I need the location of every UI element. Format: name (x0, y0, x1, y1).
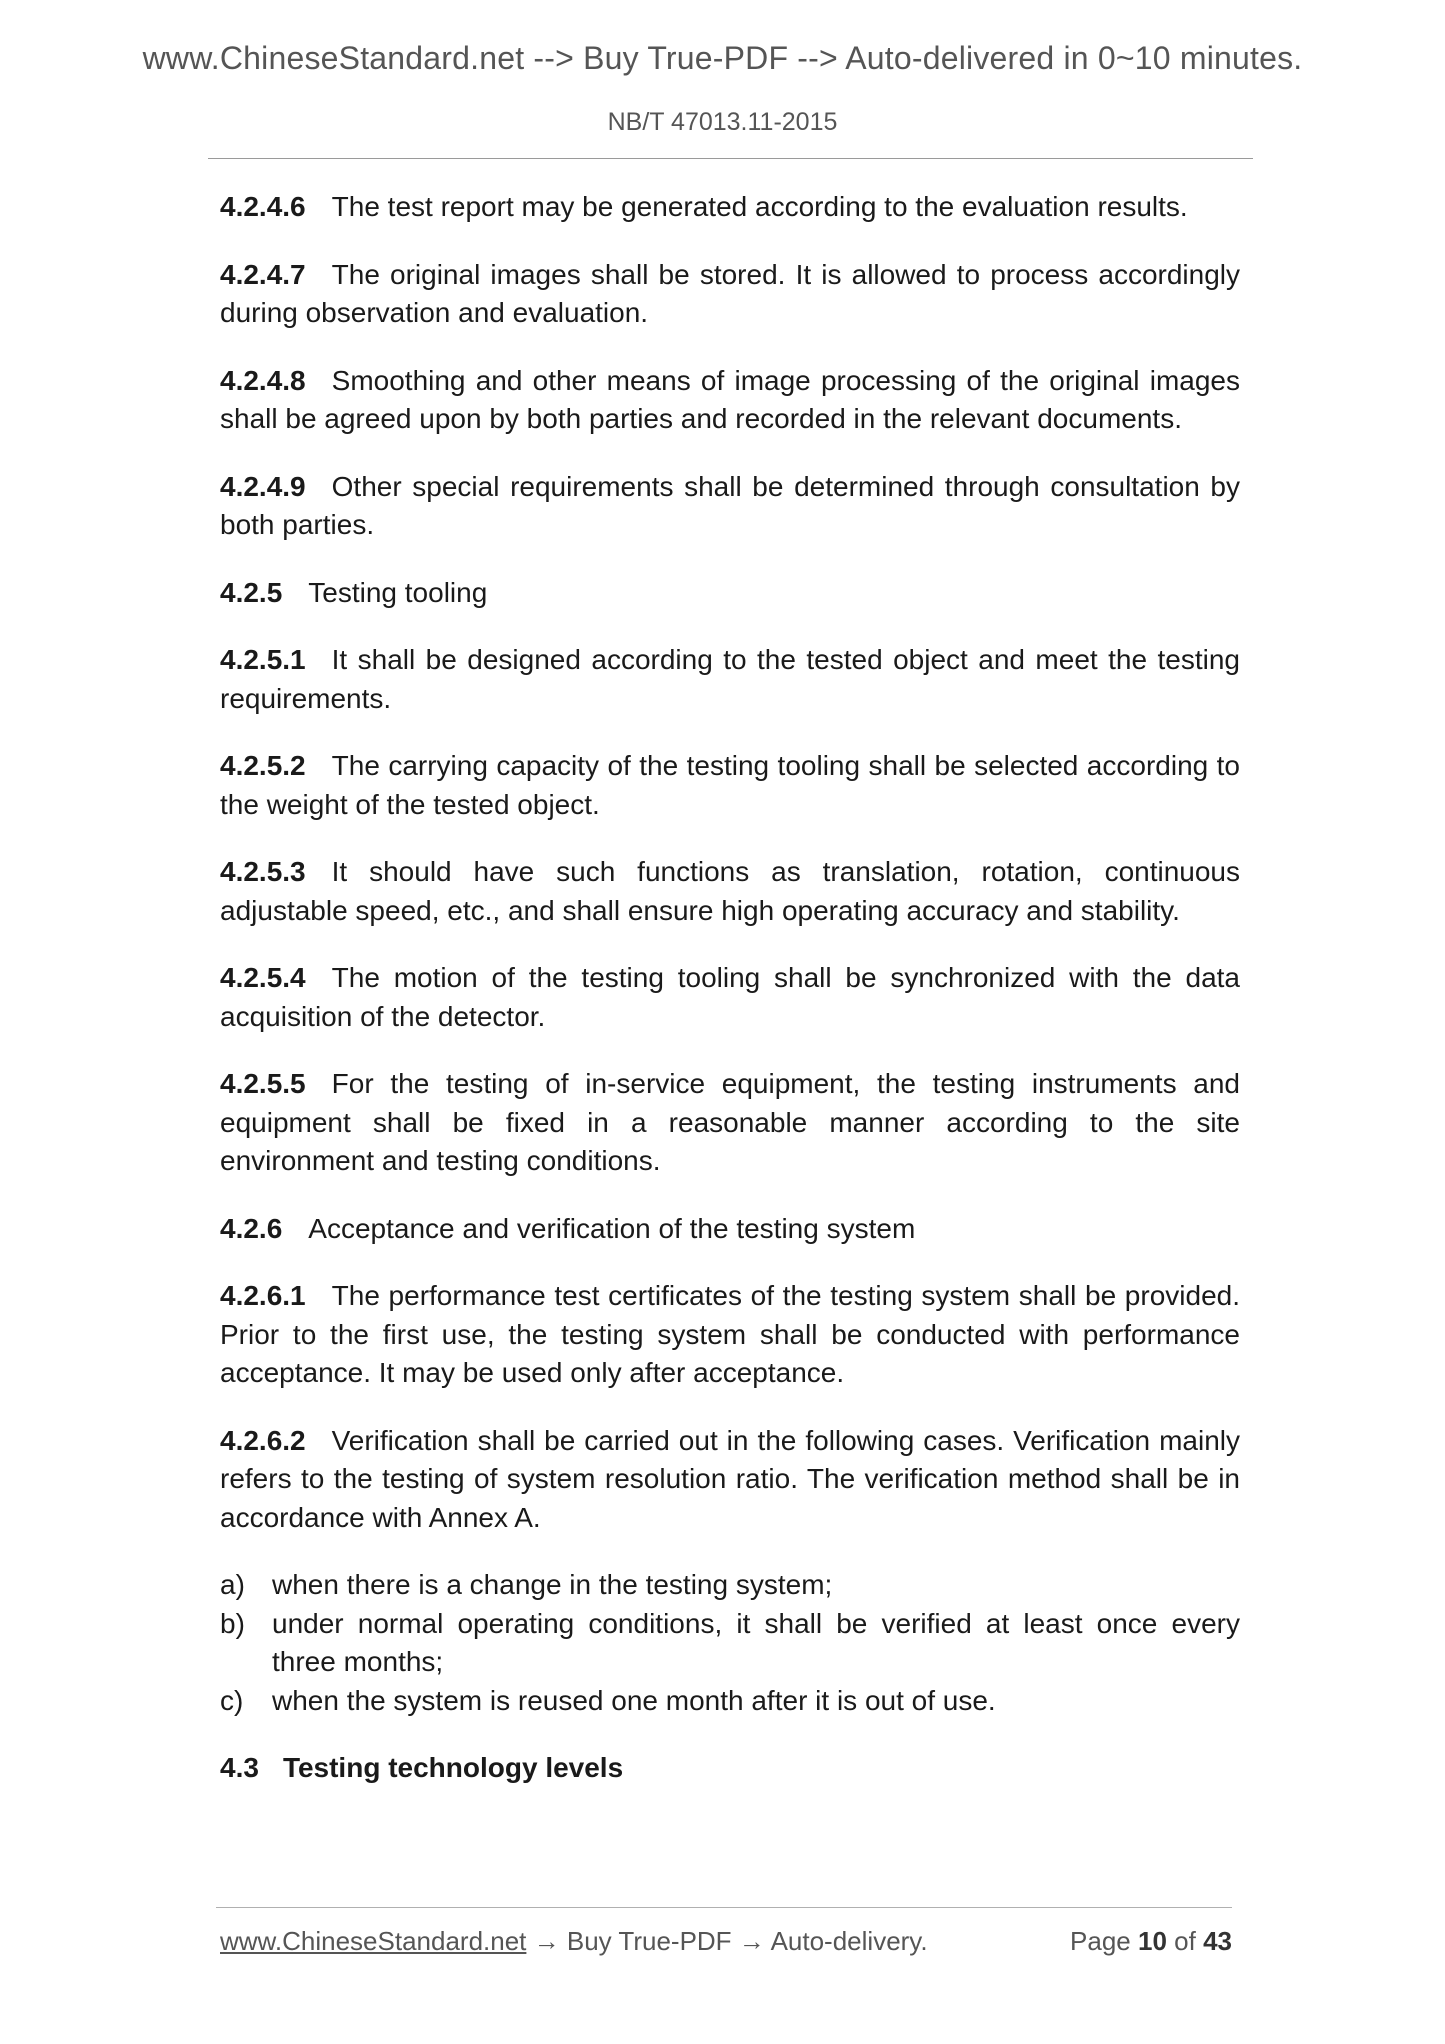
clause-4-2-5-1 (220, 641, 1240, 718)
section-4-2-5-heading (220, 574, 1240, 613)
section-number: 4.3 (220, 1752, 259, 1783)
clause-4-2-5-3 (220, 853, 1240, 930)
clause-4-2-6-1 (220, 1277, 1240, 1393)
clause-text: The performance test certificates of the testing system shall be provided. Prior to the first use, the testing system shall be conducted with performance acceptance. It may be used only after acceptance. (220, 1280, 1240, 1388)
top-banner: www.ChineseStandard.net --> Buy True-PDF --> Auto-delivered in 0~10 minutes. (142, 40, 1303, 76)
footer-divider (216, 1907, 1232, 1908)
clause-text: The original images shall be stored. It is allowed to process accordingly during observation and evaluation. (220, 258, 1240, 328)
clause-number: 4.2.6.2 (220, 1424, 306, 1456)
of-label: of (1174, 1926, 1196, 1956)
page-footer (220, 1926, 1232, 1957)
page-label: Page (1070, 1926, 1131, 1956)
clause-text: It should have such functions as translation, rotation, continuous adjustable speed, etc., and shall ensure high operating accuracy and stability. (220, 856, 1240, 926)
clause-number: 4.2.5.2 (220, 750, 306, 781)
clause-4-2-6-2 (220, 1422, 1240, 1538)
list-marker: a) (220, 1569, 245, 1600)
clause-text: For the testing of in-service equipment, the testing instruments and equipment shall be fixed in a reasonable manner according to the site environment and testing conditions. (220, 1068, 1240, 1176)
clause-number: 4.2.4.8 (220, 364, 306, 396)
clause-text: Other special requirements shall be determined through consultation by both parties. (220, 470, 1240, 540)
clause-text: Testing tooling (308, 576, 488, 608)
clause-number: 4.2.6.1 (220, 1280, 306, 1311)
list-item (220, 1682, 1240, 1721)
clause-number: 4.2.5.3 (220, 856, 306, 887)
clause-number: 4.2.4.6 (220, 191, 306, 222)
standard-code: NB/T 47013.11-2015 (607, 108, 838, 136)
document-body (220, 188, 1240, 1788)
clause-4-2-5-5 (220, 1065, 1240, 1181)
footer-tagline: → Buy True-PDF → Auto-delivery. (526, 1926, 928, 1956)
clause-number: 4.2.5.5 (220, 1068, 306, 1099)
section-4-2-6-heading (220, 1210, 1240, 1249)
list-item-text: under normal operating conditions, it shall be verified at least once every three months; (272, 1607, 1240, 1677)
clause-4-2-5-2 (220, 747, 1240, 824)
clause-text: The motion of the testing tooling shall be synchronized with the data acquisition of the detector. (220, 962, 1240, 1032)
page-number: 10 (1138, 1926, 1167, 1956)
clause-number: 4.2.4.9 (220, 470, 306, 502)
clause-number: 4.2.5 (220, 576, 283, 608)
total-pages: 43 (1203, 1926, 1232, 1956)
page-indicator (1070, 1926, 1232, 1957)
section-4-3-heading (220, 1749, 1240, 1788)
verification-cases-list (220, 1566, 1240, 1720)
clause-number: 4.2.6 (220, 1212, 283, 1244)
header-divider (208, 158, 1253, 159)
clause-number: 4.2.5.1 (220, 644, 306, 675)
clause-text: Acceptance and verification of the testing system (308, 1212, 916, 1244)
clause-number: 4.2.4.7 (220, 258, 306, 290)
clause-4-2-4-9 (220, 468, 1240, 545)
list-marker: c) (220, 1684, 244, 1716)
list-item-text: when there is a change in the testing system; (272, 1569, 833, 1600)
clause-text: It shall be designed according to the tested object and meet the testing requirements. (220, 644, 1240, 714)
clause-text: The test report may be generated according to the evaluation results. (331, 191, 1188, 222)
clause-number: 4.2.5.4 (220, 962, 306, 993)
clause-text: Verification shall be carried out in the following cases. Verification mainly refers to the testing of system resolution ratio. The verification method shall be in accordance with Annex A. (220, 1424, 1240, 1533)
footer-left (220, 1926, 928, 1957)
section-title: Testing technology levels (282, 1752, 624, 1783)
list-marker: b) (220, 1607, 245, 1639)
clause-text: The carrying capacity of the testing tooling shall be selected according to the weight of the tested object. (220, 750, 1240, 820)
list-item (220, 1566, 1240, 1605)
footer-site-link[interactable]: www.ChineseStandard.net (220, 1926, 527, 1956)
clause-4-2-5-4 (220, 959, 1240, 1036)
clause-text: Smoothing and other means of image processing of the original images shall be agreed upon by both parties and recorded in the relevant documents. (220, 364, 1240, 434)
list-item (220, 1605, 1240, 1682)
clause-4-2-4-7 (220, 256, 1240, 333)
clause-4-2-4-8 (220, 362, 1240, 439)
list-item-text: when the system is reused one month after it is out of use. (272, 1684, 996, 1716)
clause-4-2-4-6 (220, 188, 1240, 227)
